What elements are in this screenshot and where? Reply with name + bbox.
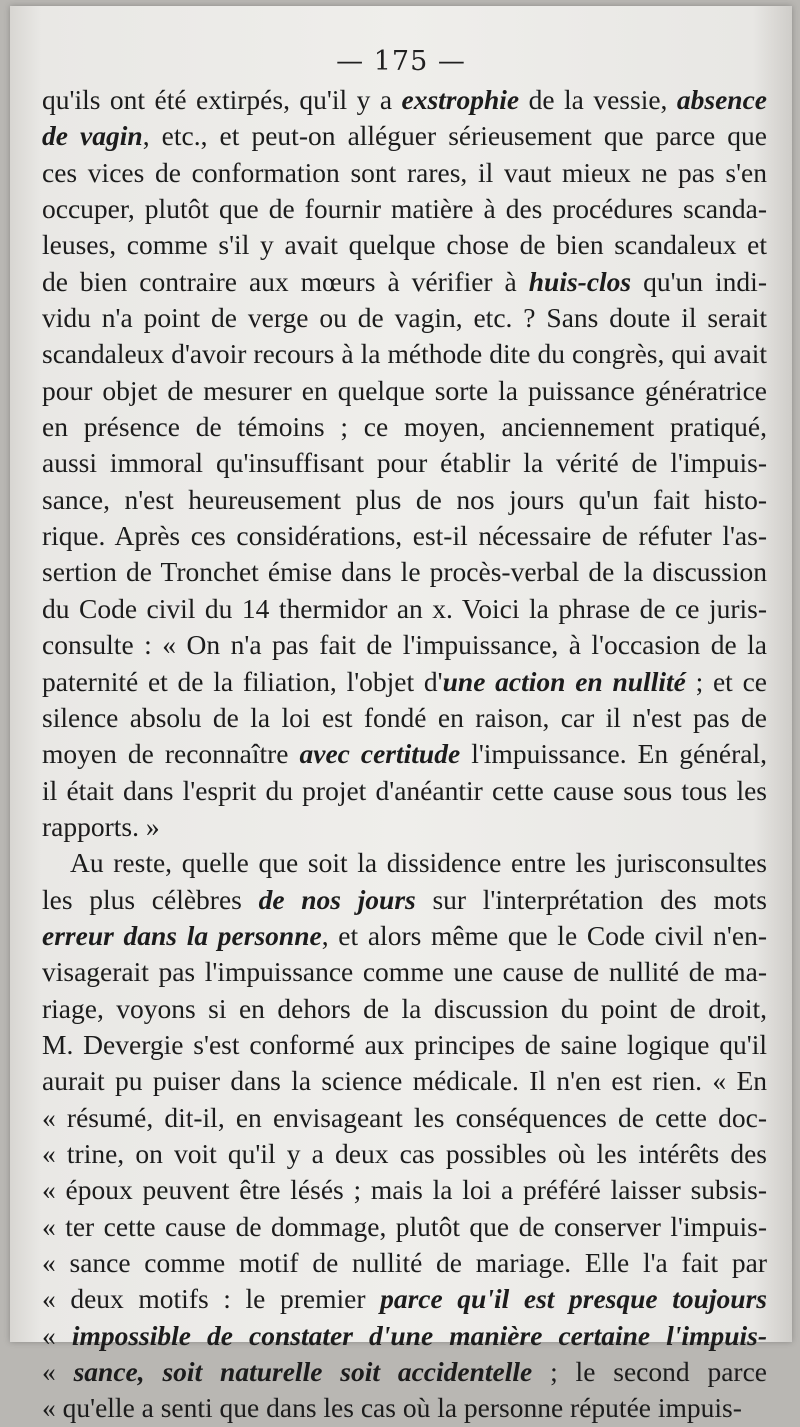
paragraph xyxy=(42,845,767,1427)
text-line: riage, voyons si en dehors de la discussion du point de droit, xyxy=(42,992,767,1024)
text-line: visagerait pas l'impuissance comme une cause de nullité de ma- xyxy=(42,956,767,988)
text-line: de vagin, etc., et peut-on alléguer sérieusement que parce que xyxy=(42,120,767,152)
text-line: erreur dans la personne, et alors même que le Code civil n'en- xyxy=(42,919,767,951)
text-line: « époux peuvent être lésés ; mais la loi a préféré laisser subsis- xyxy=(42,1174,767,1206)
text-line: « sance, soit naturelle soit accidentelle ; le second parce xyxy=(42,1356,767,1388)
text-line: « qu'elle a senti que dans les cas où la personne réputée impuis- xyxy=(42,1392,742,1424)
text-line: leuses, comme s'il y avait quelque chose de bien scandaleux et xyxy=(42,229,767,261)
text-line: « impossible de constater d'une manière certaine l'impuis- xyxy=(42,1319,767,1351)
paragraph xyxy=(42,82,767,845)
text-line: sertion de Tronchet émise dans le procès-verbal de la discussion xyxy=(42,556,767,588)
text-line: rapports. » xyxy=(42,810,160,842)
body-text xyxy=(42,82,767,1427)
text-line: occuper, plutôt que de fournir matière à des procédures scanda- xyxy=(42,193,767,225)
text-line: rique. Après ces considérations, est-il nécessaire de réfuter l'as- xyxy=(42,520,767,552)
text-line: silence absolu de la loi est fondé en raison, car il n'est pas de xyxy=(42,701,767,733)
text-line: en présence de témoins ; ce moyen, anciennement pratiqué, xyxy=(42,411,767,443)
text-line: vidu n'a point de verge ou de vagin, etc. ? Sans doute il serait xyxy=(42,302,767,334)
text-line: « sance comme motif de nullité de mariage. Elle l'a fait par xyxy=(42,1247,767,1278)
text-line: Au reste, quelle que soit la dissidence entre les jurisconsultes xyxy=(70,847,767,879)
text-line: « résumé, dit-il, en envisageant les conséquences de cette doc- xyxy=(42,1101,767,1133)
book-page xyxy=(10,6,792,1424)
text-line: scandaleux d'avoir recours à la méthode dite du congrès, qui avait xyxy=(42,338,767,370)
text-line: aussi immoral qu'insuffisant pour établir la vérité de l'impuis- xyxy=(42,447,767,479)
text-line: « trine, on voit qu'il y a deux cas possibles où les intérêts des xyxy=(42,1137,767,1169)
text-line: ces vices de conformation sont rares, il vaut mieux ne pas s'en xyxy=(42,156,767,188)
text-line: moyen de reconnaître avec certitude l'impuissance. En général, xyxy=(42,738,767,770)
text-line: les plus célèbres de nos jours sur l'interprétation des mots xyxy=(42,883,767,915)
text-line: il était dans l'esprit du projet d'anéantir cette cause sous tous les xyxy=(42,774,767,806)
page-number: — 175 — xyxy=(336,46,466,77)
text-line: du Code civil du 14 thermidor an x. Voici la phrase de ce juris- xyxy=(42,592,767,624)
text-line: « deux motifs : le premier parce qu'il est presque toujours xyxy=(42,1283,767,1315)
text-line: sance, n'est heureusement plus de nos jours qu'un fait histo- xyxy=(42,483,767,515)
text-line: « ter cette cause de dommage, plutôt que de conserver l'impuis- xyxy=(42,1210,767,1242)
text-line: pour objet de mesurer en quelque sorte la puissance génératrice xyxy=(42,374,767,406)
text-line: aurait pu puiser dans la science médicale. Il n'en est rien. « En xyxy=(42,1065,767,1097)
text-line: consulte : « On n'a pas fait de l'impuissance, à l'occasion de la xyxy=(42,629,767,661)
text-line: qu'ils ont été extirpés, qu'il y a exstrophie de la vessie, absence xyxy=(42,84,767,115)
text-line: paternité et de la filiation, l'objet d'une action en nullité ; et ce xyxy=(42,665,767,697)
text-line: M. Devergie s'est conformé aux principes de saine logique qu'il xyxy=(42,1028,767,1060)
text-line: de bien contraire aux mœurs à vérifier à huis-clos qu'un indi- xyxy=(42,265,767,297)
